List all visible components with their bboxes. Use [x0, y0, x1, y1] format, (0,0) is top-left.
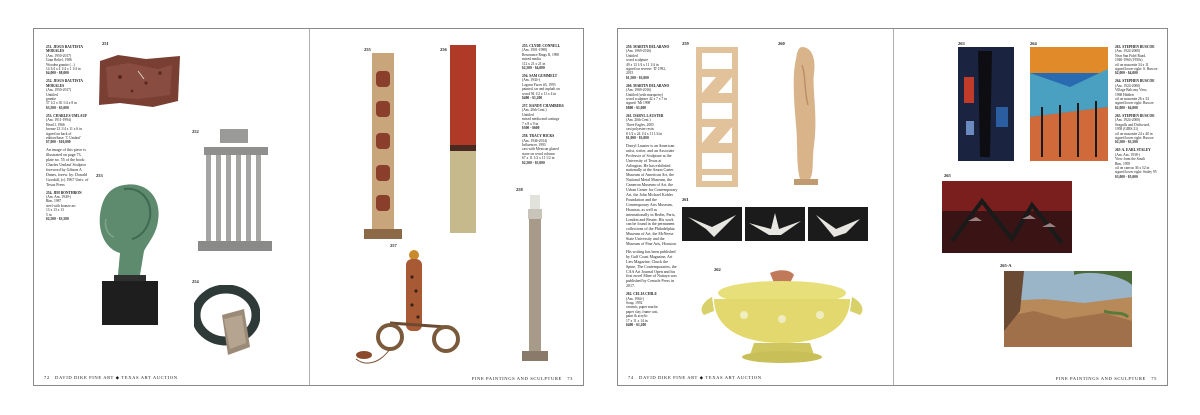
- lot-number: 265-A: [1000, 263, 1012, 268]
- lot-entry: 258. TRACY HICKS (Am. 1946-2014) Influencer, 1993 cast with Mexican glazed stone on wood column 67 x 11 1/2 x 11 1/2 in $2,500 - $5,000: [522, 134, 559, 165]
- lot-number: 252: [192, 129, 199, 134]
- lot-number: 254: [192, 279, 199, 284]
- artwork-san-fidel-road[interactable]: [958, 47, 1014, 161]
- lot-number: 253: [96, 173, 103, 178]
- lot-text-column: [1115, 45, 1163, 183]
- lot-text-column: [626, 45, 678, 331]
- artwork-village-balcony[interactable]: [1030, 47, 1108, 161]
- page-footer-left: 72 DAVID DIKE FINE ART ◆ TEXAS ART AUCTION: [44, 375, 178, 380]
- page-footer-right: FINE PAINTINGS AND SCULPTURE 75: [1055, 376, 1157, 381]
- lot-entry: 263. STEPHEN BUSCOE (Am. 1924-2000) Near San Fidel Road, 1940-1960 (1950s) oil on masonite 34 x 11 signed lower right: S. Buscoe $2,000 - $4,000: [1115, 45, 1158, 76]
- eagle-panel: [745, 207, 805, 241]
- catalog-spread-72-73: [33, 28, 584, 386]
- lot-entry: 257. RANDY CHAMBERS (Am. 20th Cent.) Untitled mixed media and castings 7 x 8 x 9 in $300 - $600: [522, 104, 564, 131]
- lot-number: 251: [102, 41, 109, 46]
- eagle-panel: [808, 207, 868, 241]
- lot-entry: 252. JESUS BAUTISTA MORALES (Am. 1950-2017) Untitled granite 57 1/2 x 30 1/4 x 8 in $3,500 - $5,000: [46, 79, 83, 110]
- lot-entry: 261. DARYL LAUSTER (Am. 20th Cent.) Three Eagles, 2005 cast polyester resin 8 1/2 x 24 1/4 x 11 1/4 in $1,000 - $3,000: [626, 113, 664, 140]
- artwork-south-rim[interactable]: [1004, 271, 1132, 347]
- artwork-resonance-rings[interactable]: [362, 53, 404, 239]
- artwork-seagulls-driftwood[interactable]: [942, 181, 1072, 253]
- artwork-three-eagles[interactable]: [682, 207, 872, 241]
- lot-number: 255: [364, 47, 371, 52]
- artwork-soup-tureen[interactable]: [694, 269, 870, 369]
- eagle-panel: [682, 207, 742, 241]
- lot-entry: 254. JIM BONTHRON (Am. Am. 1949-) Rim, 1987 steel with bronze arc 13 x 13 x 13 5 in $2,500 - $3,500: [46, 190, 82, 221]
- lot-number: 262: [714, 267, 721, 272]
- page-gutter: [309, 29, 310, 385]
- lot-entry: 255. CLYDE CONNELL (Am. 1901-1998) Resonance Rings II, 1990 mixed media 112 x 21 x 21 in $2,500 - $4,000: [522, 44, 561, 71]
- artwork-mixed-media-figure[interactable]: [350, 247, 478, 375]
- artist-bio: Darryl Lauster is an American artist, writer, and an Associate Professor of Sculpture at the University of Texas at Arlington. He has exhibited nationally at the Amon Carter Museum of American Art, the National Metal Museum, the Cameron Museum of Art, the Urban Center for Contemporary Art, the John Michael Kohler Foundation and the Contemporary Arts Museum, Houston, as well as internationally in Berlin, Paris, London and Reuter. His work can be found in the permanent collections of the Philadelphia Museum of Art, the McNeese State University and the Museum of Fine Arts, Houston.: [626, 142, 678, 247]
- lot-number: 256: [440, 47, 447, 52]
- page-gutter: [893, 29, 894, 385]
- lot-entry: 262. CELIA CHILE (Am. 1964-) Soup, 1992 ceramic, paper mache, paper clay, frame cast, paint & acrylic 17 x 11 x 14 in $400 - $1,200: [626, 292, 659, 328]
- lot-entry: 265-A. EARL STALEY (Am. Am. 1938-) View from the South Rim, 1995 oil on canvas 36 x 52 in signed lower right: Staley 95 $3,000 - $5,000: [1115, 148, 1157, 179]
- page-footer-right: FINE PAINTINGS AND SCULPTURE 73: [471, 376, 573, 381]
- artwork-granite-comb[interactable]: [196, 129, 274, 253]
- lot-entry: 264. STEPHEN BUSCOE (Am. 1924-2000) Village Balcony View, 1968 Hidden oil on masonite 26 x 34 signed lower right: Buscoe $2,000 - $4,000: [1115, 79, 1155, 110]
- lot-number: 260: [778, 41, 785, 46]
- lot-entry: 260. MARTIN DELABANO (Am. 1969-2016) Untitled (with marquetry) wood sculpture 42 x 7 x 7 in signed: 'Mt 1998' $800 - $1,000: [626, 83, 670, 110]
- lot-number: 261: [682, 197, 689, 202]
- artwork-steel-ring[interactable]: [194, 285, 260, 361]
- catalog-spread-74-75: [617, 28, 1168, 386]
- lot-number: 265: [944, 173, 951, 178]
- artwork-wood-figure[interactable]: [788, 45, 822, 187]
- artwork-wood-lattice[interactable]: [694, 47, 740, 187]
- lot-number: 263: [958, 41, 965, 46]
- lot-number: 264: [1030, 41, 1037, 46]
- artwork-column[interactable]: [520, 195, 550, 361]
- lot-number: 257: [390, 243, 397, 248]
- lot-entry: 251. JESUS BAUTISTA MORALES (Am. 1950-2017) Gran Relief, 1986 Wooden granite (...) 14 3/4 x 4 1/4 x 1 1/4 in $4,000 - $8,000: [46, 45, 83, 76]
- lot-entry: 265. STEPHEN BUSCOE (Am. 1924-2000) Seagulls and Driftwood, 1958 (GIBS 21) oil on masonite 24 x 40 in signed lower right: Buscoe $2,500 - $3,500: [1115, 113, 1155, 145]
- lot-entry: 259. MARTIN DELABANO (Am. 1969-2016) Untitled wood sculpture 49 x 13 1/4 x 11 1/4 in signed on reverse: 'D' 1992, 2015 $1,500 - $3,000: [626, 45, 670, 80]
- artwork-bronze-head[interactable]: [94, 179, 168, 329]
- lot-entry: 253. CHARLES UMLAUF (Am. 1911-1994) Head I, 1966 bronze 23 1/4 x 11 x 6 in signed on back of edition/base: 'C Umlauf' $7,000 - $10,000: [46, 113, 88, 145]
- artist-bio: His writing has been published by Gulf Coast Magazine, Art Lies Magazine, Chuck the Spine, The Contemporaries, the CAA Art Journal Open and his first novel Mine of Nattaya was published by Cenacle Press in 2017.: [626, 248, 677, 289]
- page-footer-left: 74 DAVID DIKE FINE ART ◆ TEXAS ART AUCTION: [628, 375, 762, 380]
- lot-text-column: [46, 45, 90, 225]
- lot-number: 258: [516, 187, 523, 192]
- lot-entry: 256. SAM GUMMELT (Am. 1944-) Lagoon Faces #3, 1993 painted, tar and asphalt on wood 94 1/2 x 11 x 4 in $400 - $1,200: [522, 74, 560, 101]
- artwork-lagoon-faces[interactable]: [448, 45, 478, 233]
- lot-number: 259: [682, 41, 689, 46]
- lot-note: An image of this piece is illustrated on page 73, plate no. 55 of the book: Charles Umlauf Sculptor foreword by Gibson A Danes, forew. by: Donald Goodall, (c) 1967 Univ. of Texas Press: [46, 147, 89, 187]
- artwork-granite-relief[interactable]: [98, 53, 182, 109]
- lot-text-column: [522, 44, 570, 169]
